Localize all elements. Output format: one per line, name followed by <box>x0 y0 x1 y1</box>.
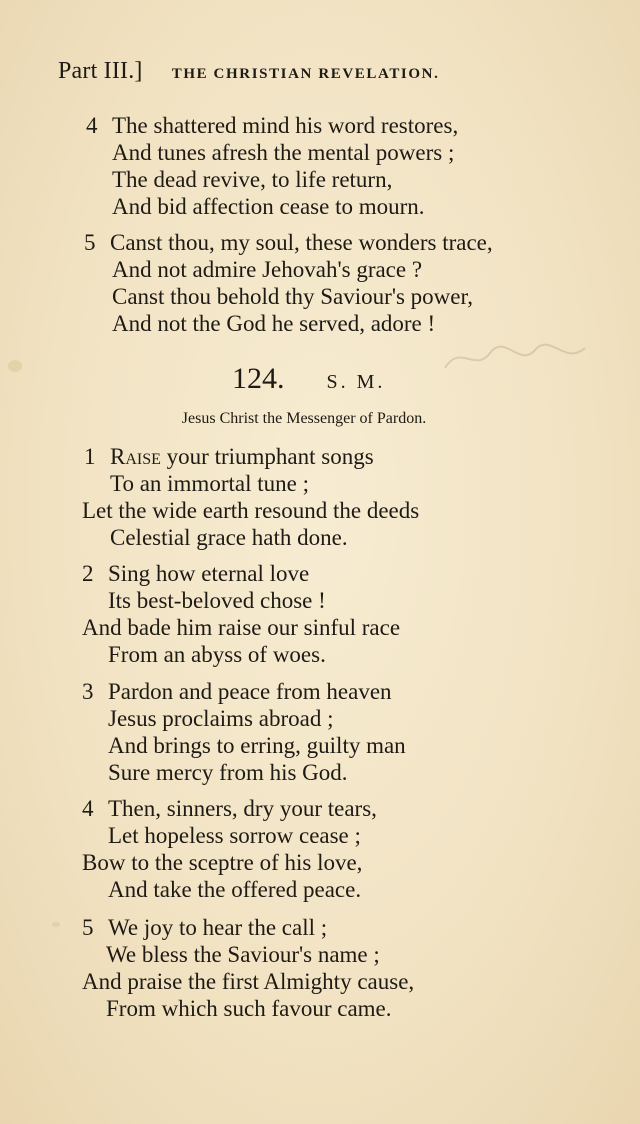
line-text: Canst thou, my soul, these wonders trace, <box>110 230 493 255</box>
stanza-number: 5 <box>82 915 94 940</box>
verse-line: And brings to erring, guilty man <box>108 733 406 758</box>
verse-line <box>0 795 600 822</box>
verse-line: From an abyss of woes. <box>108 642 326 667</box>
verse-line: Bow to the sceptre of his love, <box>82 850 363 875</box>
stanza-number: 4 <box>82 796 94 821</box>
verse-line <box>0 443 600 470</box>
hymn-number: 124. <box>232 362 285 395</box>
line-text: your triumphant songs <box>160 444 374 469</box>
hymn-meter: S. M. <box>326 371 386 393</box>
verse-line: The dead revive, to life return, <box>112 167 393 192</box>
verse-line: And bade him raise our sinful race <box>82 615 401 640</box>
verse-line <box>0 560 600 587</box>
verse-line: And praise the first Almighty cause, <box>82 969 415 994</box>
verse-line <box>0 229 600 256</box>
verse-line: And not admire Jehovah's grace ? <box>112 257 423 282</box>
prev-stanza-5 <box>0 229 600 337</box>
verse-line: And bid affection cease to mourn. <box>112 194 425 219</box>
running-title: THE CHRISTIAN REVELATION. <box>171 66 440 82</box>
verse-line: Let the wide earth resound the deeds <box>82 498 420 523</box>
line-text: Sing how eternal love <box>108 561 310 586</box>
line-text: Then, sinners, dry your tears, <box>108 796 377 821</box>
verse-line: Sure mercy from his God. <box>108 760 348 785</box>
stanza-number: 1 <box>84 444 96 469</box>
verse-line: Let hopeless sorrow cease ; <box>108 823 361 848</box>
verse-line: And not the God he served, adore ! <box>112 311 436 336</box>
line-text: The shattered mind his word restores, <box>112 113 459 138</box>
running-head <box>58 58 518 94</box>
line-text: We joy to hear the call ; <box>108 915 328 940</box>
verse-line <box>0 678 600 705</box>
paper-stain <box>8 360 22 372</box>
verse-line <box>0 914 600 941</box>
verse-line: And take the offered peace. <box>108 877 362 902</box>
hymn-title: Jesus Christ the Messenger of Pardon. <box>181 410 427 427</box>
stanza-number: 4 <box>86 113 98 138</box>
hymn-stanza-1 <box>0 443 600 551</box>
verse-line: To an immortal tune ; <box>110 471 309 496</box>
verse-line: Canst thou behold thy Saviour's power, <box>112 284 473 309</box>
verse-line: And tunes afresh the mental powers ; <box>112 140 455 165</box>
hymn-stanza-2 <box>0 560 600 668</box>
verse-line <box>0 112 600 139</box>
initial-word: Raise <box>110 444 161 469</box>
hymn-stanza-5 <box>0 914 600 1022</box>
faint-handwriting-mark <box>440 338 590 378</box>
hymn-stanza-3 <box>0 678 600 786</box>
hymn-heading <box>232 362 385 396</box>
hymn-stanza-4 <box>0 795 600 903</box>
line-text: Pardon and peace from heaven <box>108 679 392 704</box>
stanza-number: 3 <box>82 679 94 704</box>
prev-stanza-4 <box>0 112 600 220</box>
verse-line: We bless the Saviour's name ; <box>106 942 380 967</box>
stanza-number: 5 <box>84 230 96 255</box>
stanza-number: 2 <box>82 561 94 586</box>
verse-line: Jesus proclaims abroad ; <box>108 706 334 731</box>
verse-line: Celestial grace hath done. <box>110 525 348 550</box>
verse-line: Its best-beloved chose ! <box>108 588 326 613</box>
verse-line: From which such favour came. <box>106 996 392 1021</box>
part-label: Part III.] <box>58 58 143 84</box>
